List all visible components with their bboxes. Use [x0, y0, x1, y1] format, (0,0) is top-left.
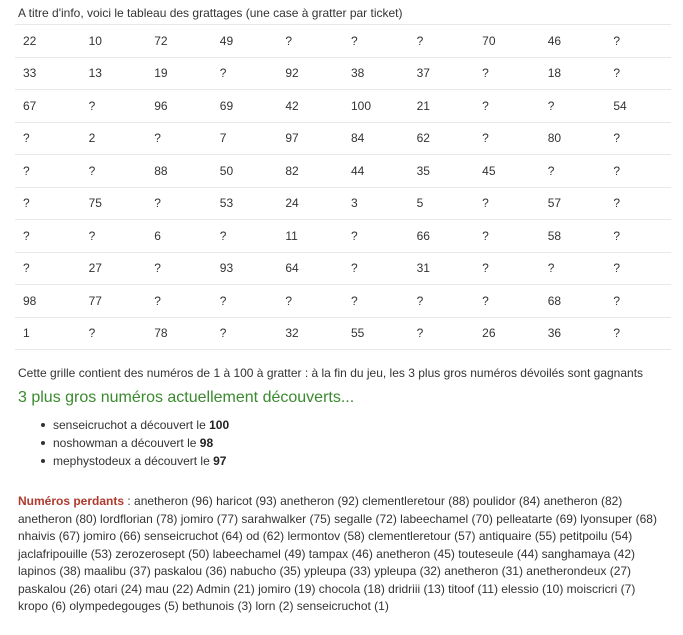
grid-cell: ?	[146, 187, 212, 220]
grid-cell: ?	[540, 90, 606, 123]
grid-cell: ?	[15, 187, 81, 220]
grid-cell: ?	[474, 285, 540, 318]
grid-cell: ?	[81, 155, 147, 188]
scratch-grid	[15, 24, 671, 350]
grid-cell: 50	[212, 155, 278, 188]
winner-item	[38, 434, 229, 452]
grid-cell: ?	[81, 317, 147, 350]
grid-row	[15, 90, 671, 123]
grid-cell: 97	[277, 122, 343, 155]
grid-cell: ?	[605, 317, 671, 350]
grid-cell: 70	[474, 25, 540, 58]
grid-cell: 42	[277, 90, 343, 123]
winners-heading: 3 plus gros numéros actuellement découverts...	[18, 389, 355, 406]
grid-cell: 78	[146, 317, 212, 350]
grid-cell: 5	[409, 187, 475, 220]
winners-list	[38, 416, 229, 470]
grid-cell: 6	[146, 220, 212, 253]
winner-text: mephystodeux a découvert le	[53, 454, 214, 468]
grid-cell: ?	[540, 155, 606, 188]
grid-cell: 33	[15, 57, 81, 90]
grid-cell: ?	[540, 252, 606, 285]
grid-cell: 35	[409, 155, 475, 188]
grid-cell: 11	[277, 220, 343, 253]
grid-cell: 54	[605, 90, 671, 123]
grid-cell: 38	[343, 57, 409, 90]
grid-cell: ?	[474, 90, 540, 123]
grid-row	[15, 155, 671, 188]
grid-cell: 49	[212, 25, 278, 58]
grid-cell: 67	[15, 90, 81, 123]
grid-cell: 93	[212, 252, 278, 285]
grid-cell: 53	[212, 187, 278, 220]
grid-cell: 27	[81, 252, 147, 285]
grid-cell: 45	[474, 155, 540, 188]
losers-list-text: : anetheron (96) haricot (93) anetheron (92) clementleretour (88) poulidor (84) anetheron (82) anetheron (80) lordflorian (78) jomiro (77) sarahwalker (75) segalle (72) labeechamel (70) pelleatarte (69) lyonsuper (68) nhaivis (67) jomiro (66) senseicruchot (64) od (62) lermontov (58) clementleretour (57) antiquaire (55) petitpoilu (54) jaclafripouille (53) zerozerosept (50) labeechamel (49) tampax (46) anetheron (45) touteseule (44) sanghamaya (42) lapinos (38) maalibu (37) paskalou (36) nabucho (35) ypleupa (33) ypleupa (32) anetheron (31) anetherondeux (27) paskalou (26) otari (24) mau (22) Admin (21) jomiro (19) chocola (18) dridriii (13) titoof (11) elessio (10) moiscricri (7) kropo (6) olympedegouges (5) bethunois (3) lorn (2) senseicruchot (1)	[18, 494, 657, 613]
grid-cell: ?	[474, 187, 540, 220]
bullet-icon	[41, 441, 45, 445]
grid-cell: 7	[212, 122, 278, 155]
grid-cell: ?	[474, 252, 540, 285]
grid-cell: 2	[81, 122, 147, 155]
grid-row	[15, 122, 671, 155]
grid-cell: 44	[343, 155, 409, 188]
grid-cell: ?	[15, 155, 81, 188]
grid-cell: ?	[474, 57, 540, 90]
grid-cell: 26	[474, 317, 540, 350]
grid-cell: 24	[277, 187, 343, 220]
grid-cell: ?	[212, 317, 278, 350]
grid-cell: ?	[605, 25, 671, 58]
winner-number: 100	[209, 418, 230, 432]
grid-cell: 77	[81, 285, 147, 318]
grid-cell: ?	[605, 122, 671, 155]
bullet-icon	[41, 459, 45, 463]
grid-cell: ?	[15, 122, 81, 155]
grid-cell: ?	[343, 285, 409, 318]
grid-cell: ?	[146, 122, 212, 155]
grid-cell: ?	[15, 252, 81, 285]
grid-cell: ?	[81, 220, 147, 253]
rules-text: Cette grille contient des numéros de 1 à 100 à gratter : à la fin du jeu, les 3 plus gros numéros dévoilés sont gagnants	[18, 366, 644, 380]
bullet-icon	[41, 423, 45, 427]
grid-cell: 80	[540, 122, 606, 155]
grid-cell: 68	[540, 285, 606, 318]
grid-row	[15, 317, 671, 350]
grid-cell: 13	[81, 57, 147, 90]
grid-cell: ?	[277, 25, 343, 58]
grid-cell: 22	[15, 25, 81, 58]
grid-cell: ?	[15, 220, 81, 253]
grid-cell: 98	[15, 285, 81, 318]
grid-cell: ?	[212, 220, 278, 253]
grid-cell: 82	[277, 155, 343, 188]
grid-cell: ?	[146, 285, 212, 318]
winner-text: senseicruchot a découvert le	[53, 418, 210, 432]
grid-cell: ?	[212, 285, 278, 318]
grid-cell: ?	[605, 252, 671, 285]
grid-cell: ?	[81, 90, 147, 123]
grid-cell: ?	[343, 252, 409, 285]
grid-cell: ?	[277, 285, 343, 318]
grid-row	[15, 57, 671, 90]
grid-cell: 62	[409, 122, 475, 155]
grid-cell: ?	[343, 220, 409, 253]
winner-item	[38, 416, 229, 434]
winner-number: 98	[199, 436, 214, 450]
grid-cell: 18	[540, 57, 606, 90]
losers-label: Numéros perdants	[18, 494, 125, 508]
grid-row	[15, 285, 671, 318]
grid-cell: 96	[146, 90, 212, 123]
grid-cell: ?	[474, 122, 540, 155]
grid-cell: ?	[343, 25, 409, 58]
losers-paragraph	[18, 493, 668, 616]
grid-cell: 55	[343, 317, 409, 350]
grid-cell: 88	[146, 155, 212, 188]
winner-item	[38, 452, 229, 470]
grid-cell: 84	[343, 122, 409, 155]
grid-cell: ?	[409, 285, 475, 318]
grid-row	[15, 220, 671, 253]
grid-row	[15, 252, 671, 285]
grid-cell: 3	[343, 187, 409, 220]
grid-cell: 36	[540, 317, 606, 350]
grid-cell: 21	[409, 90, 475, 123]
grid-cell: 100	[343, 90, 409, 123]
grid-cell: 46	[540, 25, 606, 58]
grid-cell: ?	[605, 155, 671, 188]
grid-cell: 37	[409, 57, 475, 90]
grid-cell: ?	[605, 220, 671, 253]
grid-cell: 57	[540, 187, 606, 220]
grid-row	[15, 187, 671, 220]
winner-number: 97	[213, 454, 227, 468]
grid-cell: 58	[540, 220, 606, 253]
winner-text: noshowman a découvert le	[53, 436, 200, 450]
grid-cell: ?	[409, 317, 475, 350]
grid-cell: 19	[146, 57, 212, 90]
grid-cell: ?	[146, 252, 212, 285]
grid-cell: 92	[277, 57, 343, 90]
grid-cell: 64	[277, 252, 343, 285]
grid-cell: ?	[474, 220, 540, 253]
grid-cell: 10	[81, 25, 147, 58]
grid-cell: 75	[81, 187, 147, 220]
intro-text: A titre d'info, voici le tableau des grattages (une case à gratter par ticket)	[18, 6, 403, 20]
grid-cell: ?	[605, 285, 671, 318]
grid-cell: 69	[212, 90, 278, 123]
grid-cell: ?	[605, 57, 671, 90]
grid-cell: 32	[277, 317, 343, 350]
grid-row	[15, 25, 671, 58]
grid-cell: ?	[605, 187, 671, 220]
grid-cell: ?	[212, 57, 278, 90]
grid-cell: 66	[409, 220, 475, 253]
grid-cell: 31	[409, 252, 475, 285]
grid-cell: 72	[146, 25, 212, 58]
grid-cell: ?	[409, 25, 475, 58]
grid-cell: 1	[15, 317, 81, 350]
